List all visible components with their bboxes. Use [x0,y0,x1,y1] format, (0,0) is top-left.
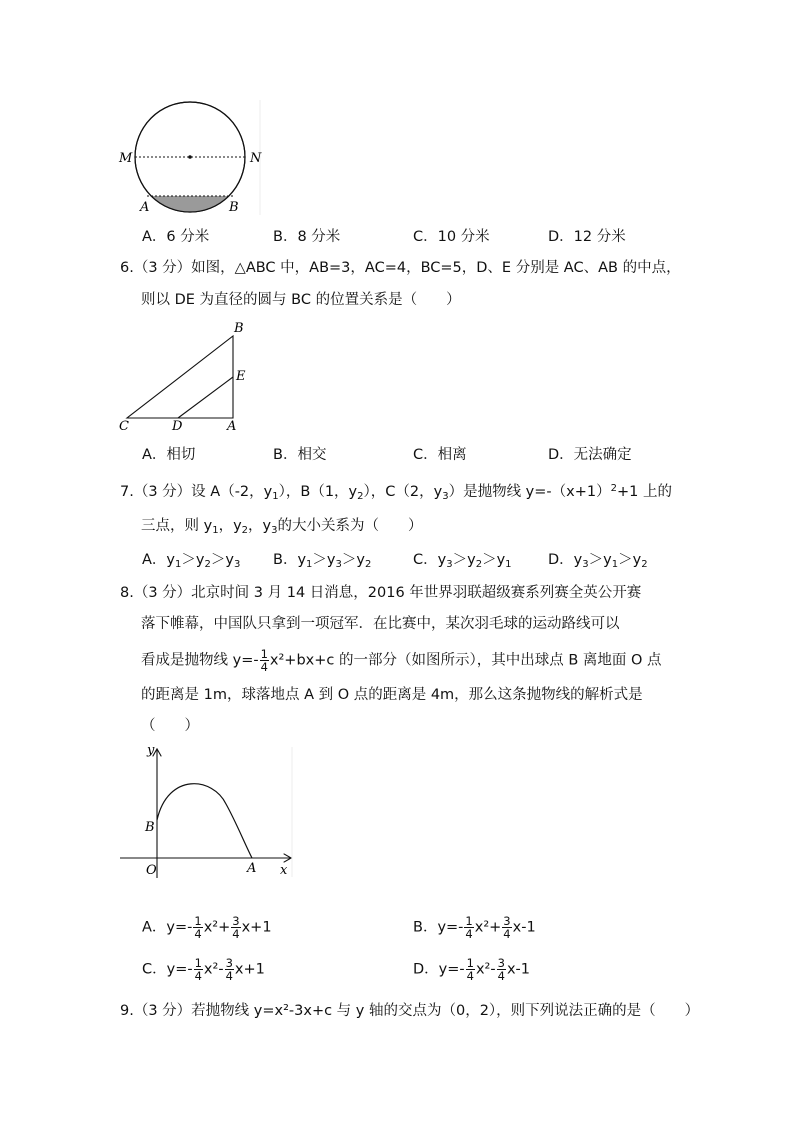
label-b: B [234,321,244,336]
q5-option-b[interactable]: B．8 分米 [273,229,341,245]
label-n: N [250,151,262,166]
triangle-abc [127,336,233,418]
label-o: O [146,863,157,878]
q7-option-a[interactable]: A．$y_1>y_2>y_3$ [142,552,241,570]
q7-option-d[interactable]: D．$y_3>y_1>y_2$ [548,552,648,570]
label-x: x [280,863,288,878]
q7-line2: 三点，则 $y_1$，$y_2$，$y_3$的大小关系为（ ） [141,518,423,536]
label-a: A [227,419,237,434]
q8-option-b[interactable]: B．y=- $\frac{1}{4}$ x²+ $\frac{3}{4}$ x-1 [413,914,536,941]
q8-option-d[interactable]: D．y=- $\frac{1}{4}$ x²- $\frac{3}{4}$ x-1 [413,956,530,983]
q7-option-c[interactable]: C．$y_3>y_2>y_1$ [413,552,512,570]
fraction-1-4: $\frac{1}{4}$ [260,647,268,674]
q6-line1: 6.（3 分）如图，△ABC 中，AB=3，AC=4，BC=5，D、E 分别是 AC、AB 的中点， [120,260,681,276]
label-e: E [236,369,246,384]
label-c: C [119,419,129,434]
q8-line5: （ ） [141,718,199,734]
q8-line3: 看成是抛物线 y=- $\frac{1}{4}$ x²+bx+c 的一部分（如图所示），其中出球点 B 离地面 O 点 [141,647,662,674]
q5-option-c[interactable]: C．10 分米 [413,229,490,245]
label-m: M [119,151,133,166]
label-b: B [145,820,155,835]
label-b: B [229,200,239,215]
triangle-figure [115,318,255,433]
parabola-figure [118,742,298,882]
q7-option-b[interactable]: B．$y_1>y_3>y_2$ [273,552,372,570]
q6-option-d[interactable]: D．无法确定 [548,447,632,463]
circle-figure [110,95,270,225]
q6-option-c[interactable]: C．相离 [413,447,467,463]
q6-option-a[interactable]: A．相切 [142,447,196,463]
q8-option-c[interactable]: C．y=- $\frac{1}{4}$ x²- $\frac{3}{4}$ x+1 [142,956,265,983]
parabola-curve [157,784,252,858]
label-a: A [140,200,150,215]
label-y: y [147,743,155,758]
segment-de [178,377,233,418]
q8-option-a[interactable]: A．y=- $\frac{1}{4}$ x²+ $\frac{3}{4}$ x+1 [142,914,272,941]
q6-line2: 则以 DE 为直径的圆与 BC 的位置关系是（ ） [141,292,461,308]
q6-option-b[interactable]: B．相交 [273,447,327,463]
q8-line1: 8.（3 分）北京时间 3 月 14 日消息，2016 年世界羽联超级赛系列赛全英公开赛 [120,585,642,601]
q9-line1: 9.（3 分）若抛物线 y=x²-3x+c 与 y 轴的交点为（0，2），则下列说法正确的是（ ） [120,1003,700,1019]
q5-option-a[interactable]: A．6 分米 [142,229,210,245]
q8-line2: 落下帷幕，中国队只拿到一项冠军．在比赛中，某次羽毛球的运动路线可以 [141,616,620,632]
q7-line1: 7.（3 分）设 A（-2，$y_1$），B（1，$y_2$），C（2，$y_3$）是抛物线 $y=-(x+1)^2+1$ 上的 [120,483,672,502]
center-point [188,155,192,159]
q8-line4: 的距离是 1m，球落地点 A 到 O 点的距离是 4m，那么这条抛物线的解析式是 [141,687,643,703]
label-d: D [172,419,183,434]
q5-option-d[interactable]: D．12 分米 [548,229,626,245]
label-a: A [247,861,257,876]
